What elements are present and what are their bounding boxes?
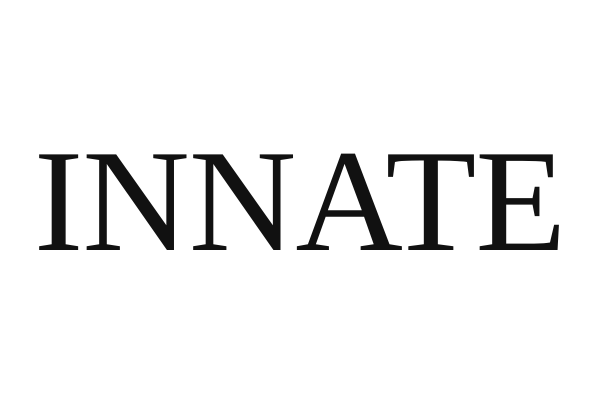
wordmark-text: INNATE (34, 120, 566, 282)
